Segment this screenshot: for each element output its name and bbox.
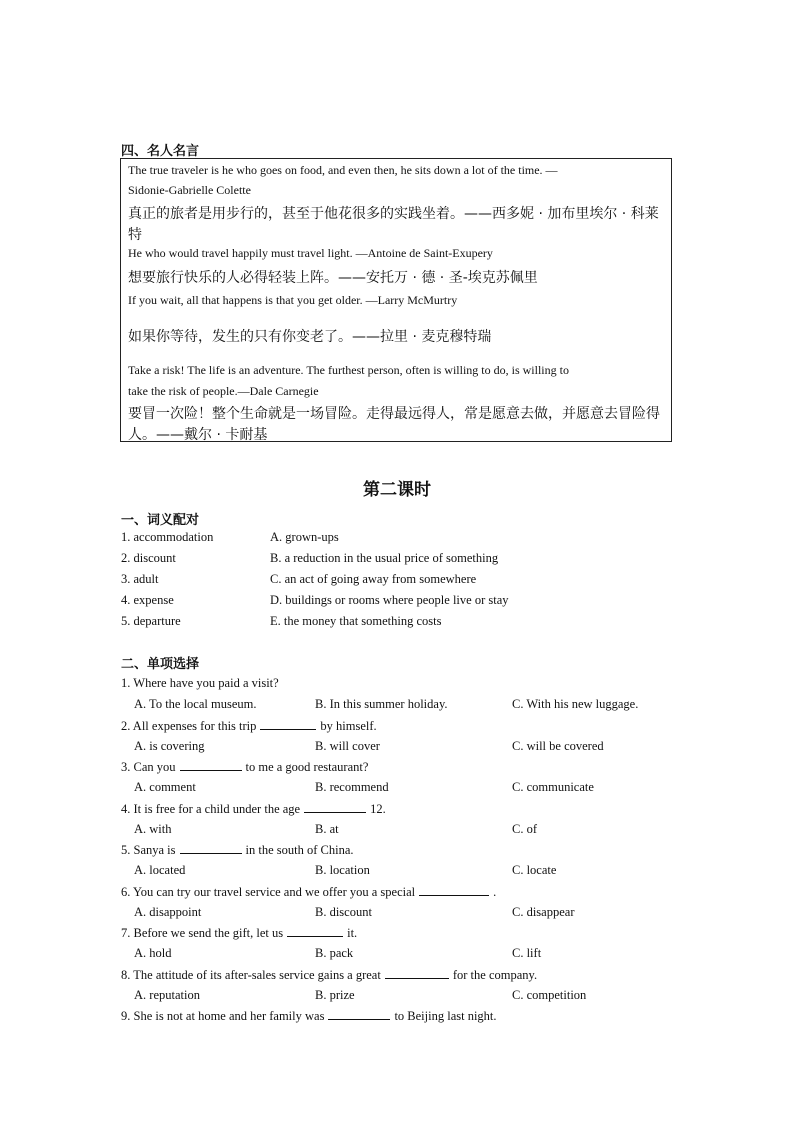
question-stem xyxy=(121,801,386,817)
answer-option: A. hold xyxy=(134,946,172,960)
answer-blank xyxy=(260,718,316,730)
question-stem xyxy=(121,1008,497,1024)
matching-word: 3. adult xyxy=(121,572,159,586)
quotes-box xyxy=(120,158,672,442)
answer-option: B. pack xyxy=(315,946,354,960)
question-stem xyxy=(121,842,354,858)
question-text: 1. Where have you paid a visit? xyxy=(121,676,279,690)
quote-line: 如果你等待，发生的只有你变老了。——拉里 · 麦克穆特瑞 xyxy=(128,329,492,345)
quote-line: Take a risk! The life is an adventure. The furthest person, often is willing to do, is willing to xyxy=(128,363,569,377)
answer-option: B. at xyxy=(315,822,339,836)
question-text: it. xyxy=(347,926,358,940)
question-text: to Beijing last night. xyxy=(394,1009,497,1023)
matching-definition: E. the money that something costs xyxy=(270,614,442,628)
answer-blank xyxy=(304,801,366,813)
answer-option: A. reputation xyxy=(134,988,200,1002)
answer-option: C. disappear xyxy=(512,905,575,919)
quote-line: He who would travel happily must travel light. —Antoine de Saint-Exupery xyxy=(128,246,493,260)
matching-word: 2. discount xyxy=(121,551,176,565)
question-text: to me a good restaurant? xyxy=(245,760,369,774)
lesson-title: 第二课时 xyxy=(363,480,431,500)
famous-quotes-heading: 四、名人名言 xyxy=(121,144,200,159)
answer-option: A. disappoint xyxy=(134,905,202,919)
quote-line: 要冒一次险！整个生命就是一场冒险。走得最远得人，常是愿意去做，并愿意去冒险得 xyxy=(128,406,660,422)
answer-option: C. communicate xyxy=(512,780,594,794)
answer-option: A. To the local museum. xyxy=(134,697,257,711)
matching-definition: A. grown-ups xyxy=(270,530,339,544)
answer-option: A. located xyxy=(134,863,186,877)
question-text: 8. The attitude of its after-sales service gains a great xyxy=(121,968,381,982)
answer-option: B. location xyxy=(315,863,370,877)
quote-line: The true traveler is he who goes on food, and even then, he sits down a lot of the time. — xyxy=(128,163,558,177)
question-text: by himself. xyxy=(320,719,377,733)
quote-line: 真正的旅者是用步行的，甚至于他花很多的实践坐着。——西多妮 · 加布里埃尔 · 科莱 xyxy=(128,206,659,222)
quote-line: 人。——戴尔 · 卡耐基 xyxy=(128,427,268,443)
answer-blank xyxy=(419,884,489,896)
answer-option: B. prize xyxy=(315,988,355,1002)
matching-word: 1. accommodation xyxy=(121,530,214,544)
answer-option: C. of xyxy=(512,822,537,836)
answer-option: A. is covering xyxy=(134,739,205,753)
question-stem xyxy=(121,718,377,734)
question-text: in the south of China. xyxy=(245,843,354,857)
question-text: 6. You can try our travel service and we offer you a special xyxy=(121,885,416,899)
question-text: 2. All expenses for this trip xyxy=(121,719,257,733)
answer-option: C. locate xyxy=(512,863,557,877)
quote-line: take the risk of people.—Dale Carnegie xyxy=(128,384,319,398)
matching-word: 5. departure xyxy=(121,614,181,628)
question-stem xyxy=(121,759,368,775)
quote-line: Sidonie-Gabrielle Colette xyxy=(128,183,251,197)
answer-blank xyxy=(385,967,449,979)
question-text: 3. Can you xyxy=(121,760,176,774)
question-stem xyxy=(121,676,279,691)
matching-word: 4. expense xyxy=(121,593,174,607)
matching-heading: 一、词义配对 xyxy=(121,513,200,528)
quote-line: If you wait, all that happens is that you get older. —Larry McMurtry xyxy=(128,293,458,307)
question-stem xyxy=(121,925,357,941)
answer-blank xyxy=(180,842,242,854)
answer-blank xyxy=(180,759,242,771)
quote-line: 特 xyxy=(128,227,142,243)
question-text: 9. She is not at home and her family was xyxy=(121,1009,325,1023)
answer-option: B. recommend xyxy=(315,780,389,794)
answer-blank xyxy=(287,925,343,937)
answer-blank xyxy=(328,1008,390,1020)
answer-option: A. with xyxy=(134,822,172,836)
question-text: 4. It is free for a child under the age xyxy=(121,802,301,816)
matching-definition: B. a reduction in the usual price of something xyxy=(270,551,499,565)
answer-option: B. discount xyxy=(315,905,372,919)
question-text: 12. xyxy=(370,802,386,816)
question-stem xyxy=(121,967,537,983)
choice-heading: 二、单项选择 xyxy=(121,657,200,672)
answer-option: C. lift xyxy=(512,946,542,960)
question-text: 7. Before we send the gift, let us xyxy=(121,926,284,940)
answer-option: B. In this summer holiday. xyxy=(315,697,448,711)
matching-definition: D. buildings or rooms where people live or stay xyxy=(270,593,509,607)
answer-option: B. will cover xyxy=(315,739,380,753)
answer-option: C. competition xyxy=(512,988,587,1002)
answer-option: C. With his new luggage. xyxy=(512,697,639,711)
answer-option: A. comment xyxy=(134,780,196,794)
quote-line: 想要旅行快乐的人必得轻装上阵。——安托万 · 德 · 圣-埃克苏佩里 xyxy=(128,270,538,286)
question-text: 5. Sanya is xyxy=(121,843,176,857)
matching-definition: C. an act of going away from somewhere xyxy=(270,572,477,586)
question-stem xyxy=(121,884,496,900)
question-text: for the company. xyxy=(452,968,538,982)
question-text: . xyxy=(493,885,497,899)
answer-option: C. will be covered xyxy=(512,739,604,753)
